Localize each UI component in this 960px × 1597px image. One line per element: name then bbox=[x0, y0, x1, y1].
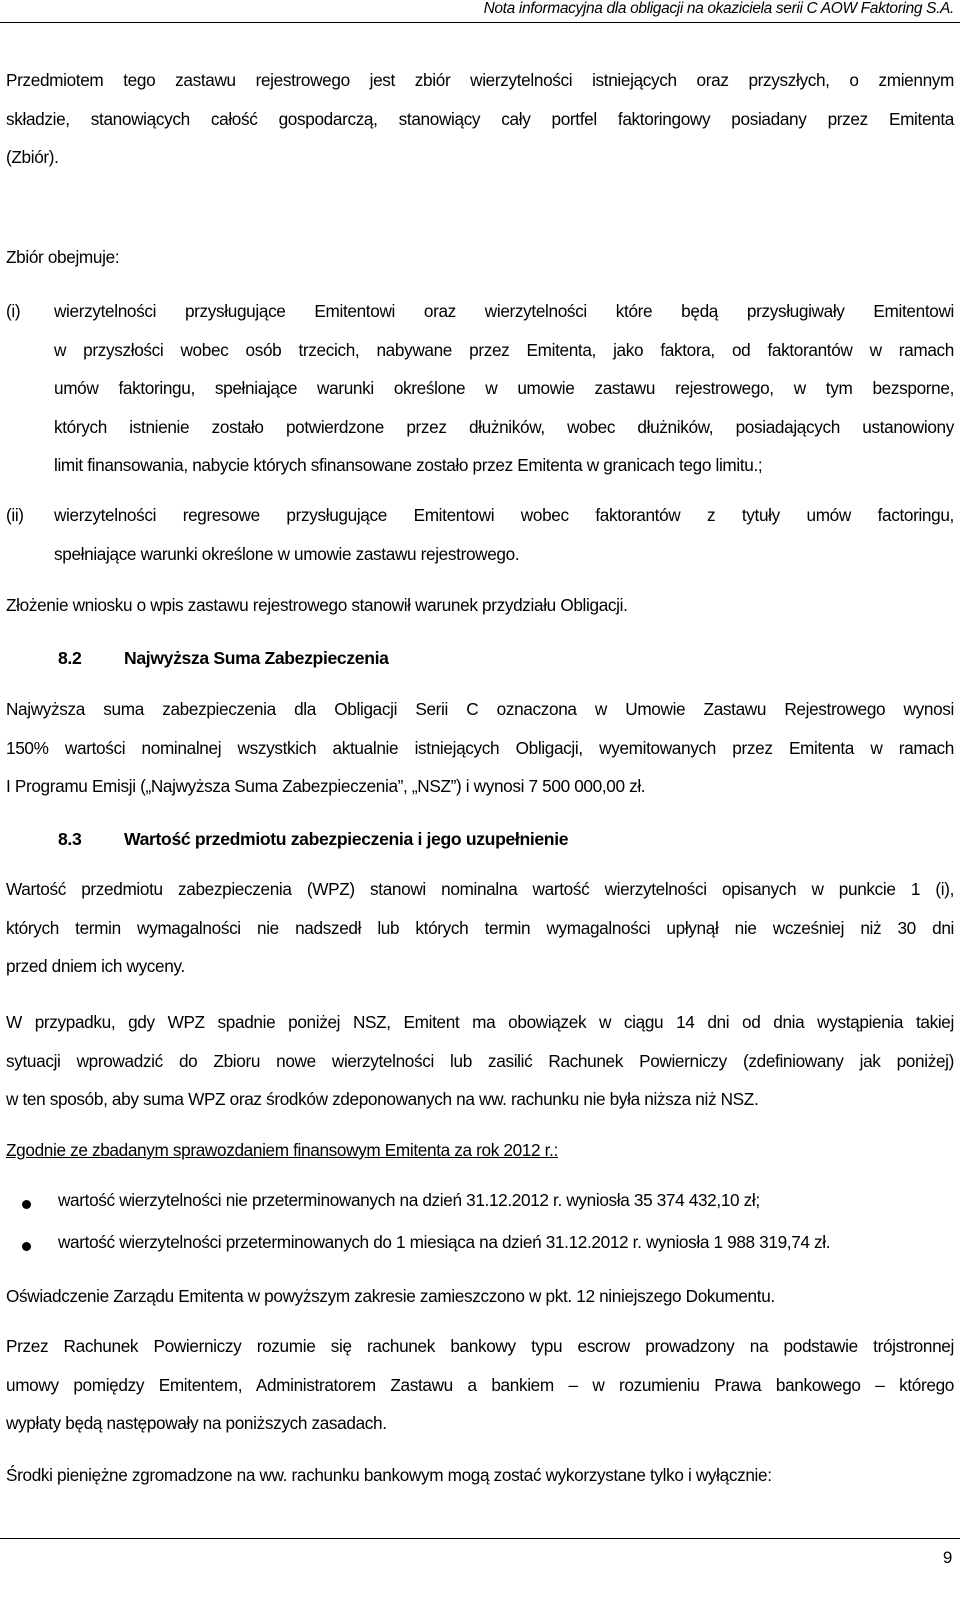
text-line: Zbiór obejmuje: bbox=[6, 247, 120, 267]
text-line: w przyszłości wobec osób trzecich, nabywane przez Emitenta, jako faktora, od faktorantów w ramach bbox=[54, 339, 954, 360]
paragraph-obowiazek bbox=[6, 1003, 954, 1119]
text-line: składzie, stanowiących całość gospodarczą, stanowiący cały portfel faktoringowy posiadany przez Emitenta bbox=[6, 108, 954, 129]
text-line: I Programu Emisji („Najwyższa Suma Zabezpieczenia”, „NSZ”) i wynosi 7 500 000,00 zł. bbox=[6, 776, 646, 796]
text-line: Najwyższa suma zabezpieczenia dla Obligacji Serii C oznaczona w Umowie Zastawu Rejestrowego wynosi bbox=[6, 699, 954, 719]
list-item-body bbox=[54, 496, 954, 573]
document-header-title: Nota informacyjna dla obligacji na okaziciela serii C AOW Faktoring S.A. bbox=[483, 0, 954, 17]
section-title: Wartość przedmiotu zabezpieczenia i jego uzupełnienie bbox=[124, 829, 569, 849]
section-heading-8-3 bbox=[58, 829, 568, 850]
text-line: Oświadczenie Zarządu Emitenta w powyższym zakresie zamieszczono w pkt. 12 niniejszego Dokumentu. bbox=[6, 1286, 775, 1306]
paragraph-rachunek bbox=[6, 1327, 954, 1443]
text-line: w ten sposób, aby suma WPZ oraz środków zdeponowanych na ww. rachunku nie była niższa niż NSZ. bbox=[6, 1089, 759, 1109]
list-item-label: (ii) bbox=[6, 505, 24, 525]
page-number: 9 bbox=[942, 1548, 952, 1567]
paragraph-sprawozdanie bbox=[6, 1131, 954, 1170]
text-line: spełniające warunki określone w umowie zastawu rejestrowego. bbox=[54, 543, 520, 564]
section-title: Najwyższa Suma Zabezpieczenia bbox=[124, 648, 389, 668]
text-line: Przez Rachunek Powierniczy rozumie się rachunek bankowy typu escrow prowadzony na podstawie trójstronnej bbox=[6, 1336, 954, 1356]
list-item-label: (i) bbox=[6, 301, 21, 321]
section-number: 8.3 bbox=[58, 829, 82, 849]
text-line: Przedmiotem tego zastawu rejestrowego jest zbiór wierzytelności istniejących oraz przyszłych, o zmiennym bbox=[6, 70, 954, 90]
list-item-body bbox=[54, 292, 954, 485]
text-line: umów faktoringu, spełniające warunki określone w umowie zastawu rejestrowego, w tym bezsporne, bbox=[54, 378, 954, 398]
text-line: (Zbiór). bbox=[6, 147, 59, 167]
paragraph-wpz bbox=[6, 870, 954, 986]
paragraph-wniosek bbox=[6, 586, 954, 625]
text-line: W przypadku, gdy WPZ spadnie poniżej NSZ, Emitent ma obowiązek w ciągu 14 dni od dnia wystąpienia takiej bbox=[6, 1012, 954, 1032]
text-line: wypłaty będą następowały na poniższych zasadach. bbox=[6, 1413, 387, 1433]
text-line: 150% wartości nominalnej wszystkich aktualnie istniejących Obligacji, wyemitowanych przez Emitenta w ramach bbox=[6, 737, 954, 758]
section-number: 8.2 bbox=[58, 648, 82, 668]
paragraph-srodki bbox=[6, 1456, 954, 1495]
bullet-icon bbox=[22, 1242, 31, 1251]
text-line: przed dniem ich wyceny. bbox=[6, 956, 185, 976]
text-line: Zgodnie ze zbadanym sprawozdaniem finansowym Emitenta za rok 2012 r.: bbox=[6, 1140, 558, 1160]
bullet-icon bbox=[22, 1200, 31, 1209]
text-line: wierzytelności regresowe przysługujące Emitentowi wobec faktorantów z tytuły umów factoringu, bbox=[54, 505, 954, 525]
paragraph-zbior bbox=[6, 61, 954, 177]
text-line: Środki pieniężne zgromadzone na ww. rachunku bankowym mogą zostać wykorzystane tylko i wyłącznie: bbox=[6, 1465, 772, 1485]
paragraph-zbior-intro bbox=[6, 238, 954, 277]
text-line: umowy pomiędzy Emitentem, Administratorem Zastawu a bankiem – w rozumieniu Prawa bankowego – którego bbox=[6, 1374, 954, 1395]
bullet-item: wartość wierzytelności przeterminowanych do 1 miesiąca na dzień 31.12.2012 r. wyniosła 1 988 319,74 zł. bbox=[58, 1232, 831, 1252]
bullet-item: wartość wierzytelności nie przeterminowanych na dzień 31.12.2012 r. wyniosła 35 374 432,10 zł; bbox=[58, 1190, 760, 1210]
text-line: których istnienie zostało potwierdzone przez dłużników, wobec dłużników, posiadających ustanowiony bbox=[54, 416, 954, 437]
text-line: sytuacji wprowadzić do Zbioru nowe wierzytelności lub zasilić Rachunek Powierniczy (zdefiniowany jak poniżej) bbox=[6, 1050, 954, 1071]
text-line: wierzytelności przysługujące Emitentowi oraz wierzytelności które będą przysługiwały Emitentowi bbox=[54, 301, 954, 321]
text-line: limit finansowania, nabycie których sfinansowane zostało przez Emitenta w granicach tego limitu.; bbox=[54, 455, 763, 475]
paragraph-oswiadczenie bbox=[6, 1277, 954, 1316]
text-line: których termin wymagalności nie nadszedł lub których termin wymagalności upłynął nie wcześniej niż 30 dni bbox=[6, 917, 954, 938]
text-line: Złożenie wniosku o wpis zastawu rejestrowego stanowił warunek przydziału Obligacji. bbox=[6, 595, 628, 615]
paragraph-nsz bbox=[6, 690, 954, 806]
section-heading-8-2 bbox=[58, 648, 389, 669]
text-line: Wartość przedmiotu zabezpieczenia (WPZ) stanowi nominalna wartość wierzytelności opisanych w punkcie 1 (i), bbox=[6, 879, 954, 899]
footer-rule bbox=[0, 1538, 960, 1539]
